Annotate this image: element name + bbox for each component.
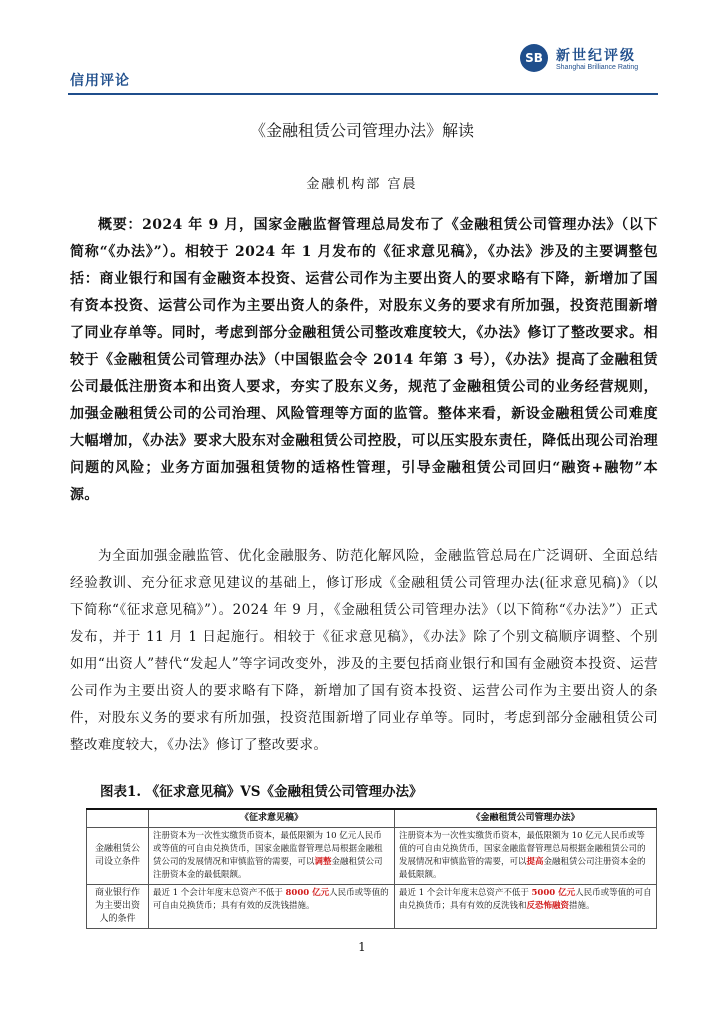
table-header-row [87, 809, 657, 828]
table-row [87, 885, 657, 929]
draft-cell: 注册资本为一次性实缴货币资本，最低限额为 10 亿元人民币或等值的可自由兑换货币，国家金融监督管理总局根据金融租赁公司的发展情况和审慎监管的需要，可以调整金融租赁公司注册资本金的最低限额。 [149, 828, 395, 885]
figure-caption: 图表1. 《征求意见稿》VS《金融租赁公司管理办法》 [100, 784, 423, 800]
table-header-final: 《金融租赁公司管理办法》 [395, 809, 657, 828]
body-paragraph: 为全面加强金融监管、优化金融服务、防范化解风险，金融监管总局在广泛调研、全面总结经验教训、充分征求意见建议的基础上，修订形成《金融租赁公司管理办法(征求意见稿)》（以下简称“《征求意见稿》”）。2024 年 9 月，《金融租赁公司管理办法》（以下简称“《办法》”）正式发布，并于 11 月 1 日起施行。相较于《征求意见稿》，《办法》除了个别文稿顺序调整、个别如用“出资人”替代“发起人”等字词改变外，涉及的主要包括商业银行和国有金融资本投资、运营公司作为主要出资人的要求略有下降，新增加了国有资本投资、运营公司作为主要出资人的条件，对股东义务的要求有所加强，投资范围新增了同业存单等。同时，考虑到部分金融租赁公司整改难度较大，《办法》修订了整改要求。 [70, 548, 658, 753]
draft-cell: 最近 1 个会计年度末总资产不低于 8000 亿元人民币或等值的可自由兑换货币；具有有效的反洗钱措施。 [149, 885, 395, 929]
highlight-text: 反恐怖融资 [526, 901, 570, 911]
row-label: 金融租赁公司设立条件 [87, 828, 149, 885]
final-cell: 最近 1 个会计年度末总资产不低于 5000 亿元人民币或等值的可自由兑换货币；具有有效的反洗钱和反恐怖融资措施。 [395, 885, 657, 929]
brand-logo [520, 44, 660, 80]
logo-mark-icon: SB [520, 44, 548, 72]
header-divider [68, 93, 658, 95]
highlight-text: 调整 [314, 857, 332, 867]
page-number: 1 [358, 940, 366, 954]
logo-name-cn: 新世纪评级 [556, 48, 636, 64]
highlight-text: 8000 亿元 [285, 888, 330, 898]
highlight-text: 5000 亿元 [531, 888, 576, 898]
article-summary: 概要：2024 年 9 月，国家金融监督管理总局发布了《金融租赁公司管理办法》（以下简称“《办法》”）。相较于 2024 年 1 月发布的《征求意见稿》，《办法》涉及的主要调整包括：商业银行和国有金融资本投资、运营公司作为主要出资人的要求略有下降，新增加了国有资本投资、运营公司作为主要出资人的条件，对股东义务的要求有所加强，投资范围新增了同业存单等。同时，考虑到部分金融租赁公司整改难度较大，《办法》修订了整改要求。相较于《金融租赁公司管理办法》（中国银监会令 2014 年第 3 号），《办法》提高了金融租赁公司最低注册资本和出资人要求，夯实了股东义务，规范了金融租赁公司的业务经营规则，加强金融租赁公司的公司治理、风险管理等方面的监管。整体来看，新设金融租赁公司难度大幅增加，《办法》要求大股东对金融租赁公司控股，可以压实股东责任，降低出现公司治理问题的风险；业务方面加强租赁物的适格性管理，引导金融租赁公司回归“融资+融物”本源。 [70, 217, 658, 503]
table-header-draft: 《征求意见稿》 [149, 809, 395, 828]
article-title: 《金融租赁公司管理办法》解读 [249, 121, 474, 140]
table-header-empty [87, 809, 149, 828]
section-label: 信用评论 [70, 73, 130, 89]
table-row [87, 828, 657, 885]
final-cell: 注册资本为一次性实缴货币资本，最低限额为 10 亿元人民币或等值的可自由兑换货币，国家金融监督管理总局根据金融租赁公司的发展情况和审慎监管的需要，可以提高金融租赁公司注册资本金的最低限额。 [395, 828, 657, 885]
article-author: 金融机构部 宫晨 [306, 177, 418, 192]
highlight-text: 提高 [526, 857, 544, 867]
row-label: 商业银行作为主要出资人的条件 [87, 885, 149, 929]
comparison-table [86, 808, 657, 929]
logo-name-en: Shanghai Brilliance Rating [556, 64, 639, 71]
